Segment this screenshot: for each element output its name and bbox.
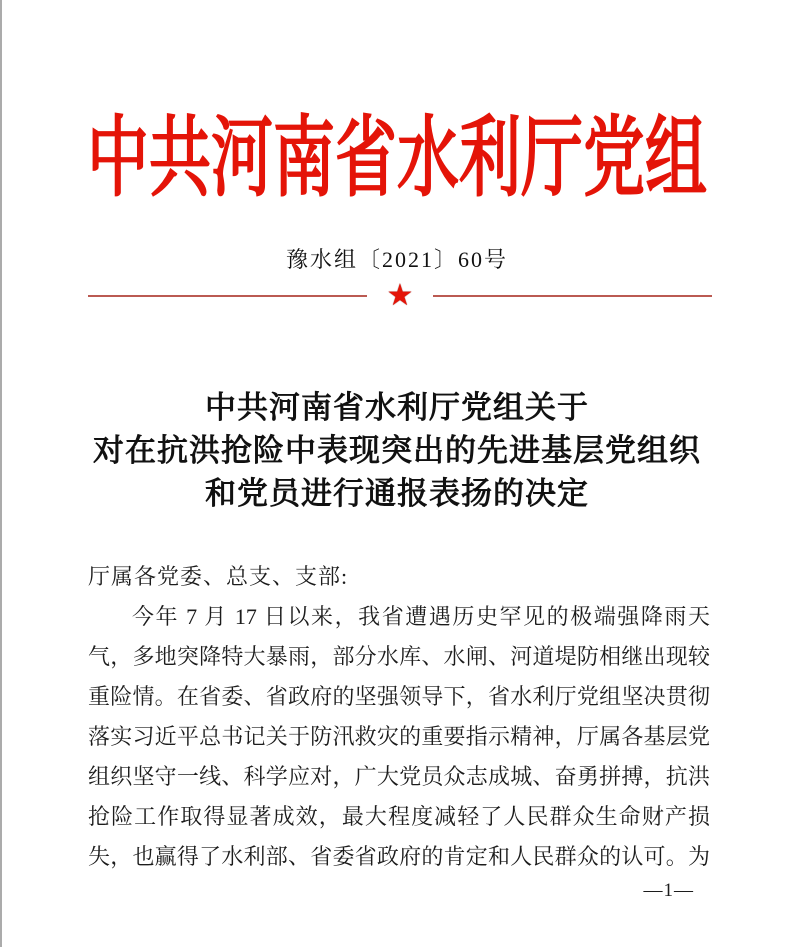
body-line: 组织坚守一线、科学应对，广大党员众志成城、奋勇拼搏，抗洪 xyxy=(88,764,710,789)
title-line: 对在抗洪抢险中表现突出的先进基层党组织 xyxy=(93,433,701,468)
star-icon: ★ xyxy=(386,279,414,312)
document-masthead xyxy=(0,96,794,208)
body-line: 气，多地突降特大暴雨，部分水库、水闸、河道堤防相继出现较 xyxy=(88,644,710,669)
document-number: 豫水组〔2021〕60号 xyxy=(285,247,508,272)
divider-line-left xyxy=(88,295,367,297)
body-line: 失，也赢得了水利部、省委省政府的肯定和人民群众的认可。为 xyxy=(88,844,710,869)
document-body xyxy=(88,557,710,877)
title-line: 中共河南省水利厅党组关于 xyxy=(205,390,589,425)
page-number: —1— xyxy=(643,880,694,901)
body-line: 落实习近平总书记关于防汛救灾的重要指示精神，厅属各基层党 xyxy=(88,724,710,749)
document-title xyxy=(0,386,794,515)
body-line: 抢险工作取得显著成效，最大程度减轻了人民群众生命财产损 xyxy=(88,804,710,829)
body-line: 重险情。在省委、省政府的坚强领导下，省水利厅党组坚决贯彻 xyxy=(88,684,710,709)
header-divider xyxy=(88,281,712,311)
org-name-header: 中共河南省水利厅党组 xyxy=(86,110,707,208)
body-line: 今年 7 月 17 日以来，我省遭遇历史罕见的极端强降雨天 xyxy=(132,604,710,629)
title-line: 和党员进行通报表扬的决定 xyxy=(205,476,589,511)
divider-line-right xyxy=(433,295,712,297)
salutation-line: 厅属各党委、总支、支部: xyxy=(88,564,349,589)
